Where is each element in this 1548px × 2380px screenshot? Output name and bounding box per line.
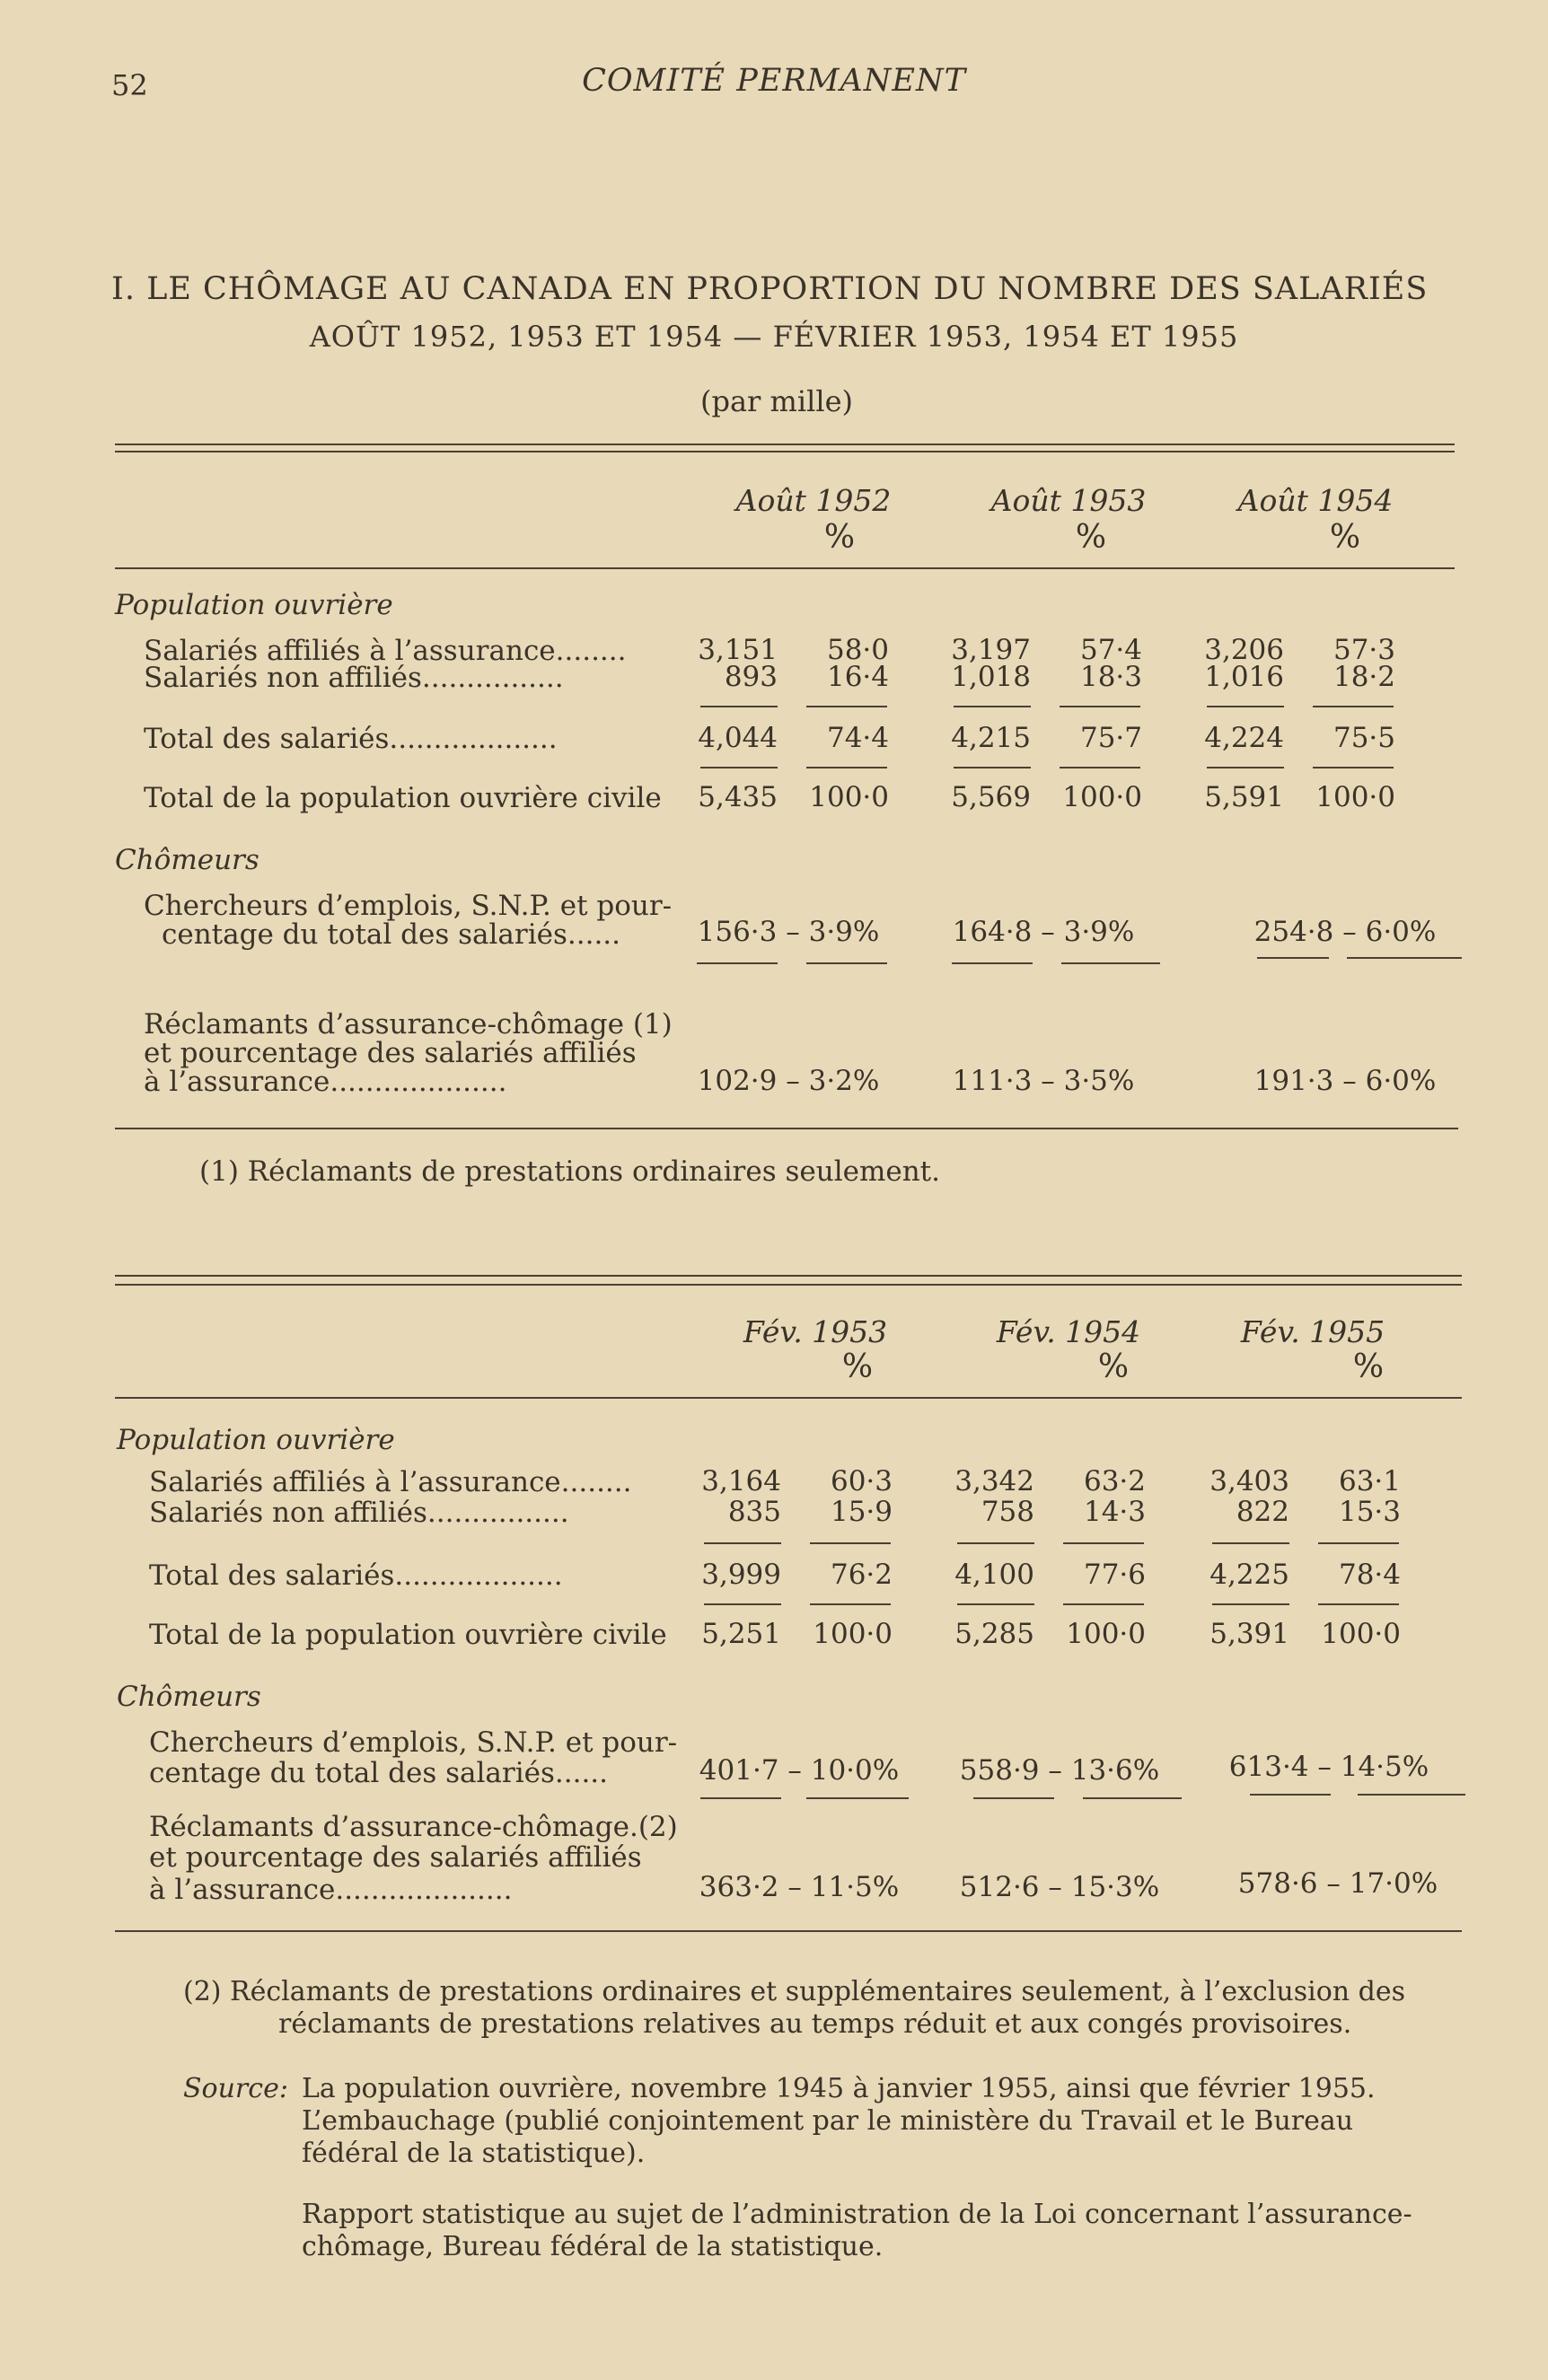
sum-rule: [806, 962, 887, 964]
sum-rule: [952, 962, 1033, 964]
cell-value: 16·4: [826, 661, 889, 693]
cell-value: 75·7: [1079, 722, 1142, 754]
sum-rule: [704, 1603, 781, 1605]
sum-rule: [1061, 962, 1160, 964]
cell-value: 3,164: [701, 1465, 781, 1497]
cell-value: 3,206: [1204, 634, 1284, 666]
source-item-cont: chômage, Bureau fédéral de la statistique.: [302, 2231, 884, 2262]
cell-value: 5,391: [1209, 1618, 1289, 1650]
sum-rule: [1212, 1542, 1289, 1544]
row-label: Total des salariés...................: [144, 723, 558, 755]
source-item: La population ouvrière, novembre 1945 à janvier 1955, ainsi que février 1955.: [302, 2073, 1376, 2104]
cell-value: 164·8 – 3·9%: [952, 916, 1135, 948]
cell-value: 57·3: [1333, 634, 1395, 666]
cell-value: 254·8 – 6·0%: [1253, 916, 1437, 948]
cell-value: 5,569: [951, 781, 1031, 813]
cell-value: 401·7 – 10·0%: [699, 1754, 900, 1787]
cell-value: 4,044: [698, 722, 778, 754]
sum-rule: [810, 1542, 891, 1544]
cell-value: 512·6 – 15·3%: [959, 1871, 1160, 1903]
sum-rule: [1318, 1542, 1399, 1544]
cell-value: 1,016: [1204, 661, 1284, 693]
table-title-line1: I. LE CHÔMAGE AU CANADA EN PROPORTION DU NOMBRE DES SALARIÉS: [111, 271, 1429, 307]
running-head: COMITÉ PERMANENT: [582, 63, 966, 99]
col-header: Août 1952: [735, 483, 892, 518]
cell-value: 111·3 – 3·5%: [952, 1065, 1135, 1097]
cell-value: 5,285: [954, 1618, 1034, 1650]
sum-rule: [1207, 767, 1284, 768]
cell-value: 893: [724, 661, 778, 693]
cell-value: 18·3: [1079, 661, 1142, 693]
sum-rule: [810, 1603, 891, 1605]
sum-rule: [1060, 706, 1140, 707]
cell-value: 758: [981, 1496, 1034, 1528]
cell-value: 15·9: [830, 1496, 893, 1528]
cell-value: 4,225: [1209, 1559, 1289, 1591]
cell-value: 100·0: [809, 781, 889, 813]
cell-value: 58·0: [826, 634, 889, 666]
cell-value: 156·3 – 3·9%: [697, 916, 880, 948]
rule-double-top: [115, 444, 1455, 445]
sum-rule: [700, 1797, 781, 1799]
cell-value: 3,151: [698, 634, 778, 666]
cell-value: 3,342: [954, 1465, 1034, 1497]
sum-rule: [957, 1603, 1034, 1605]
source-item-cont: fédéral de la statistique).: [302, 2138, 646, 2169]
source-label: Source:: [183, 2073, 288, 2104]
sum-rule: [806, 1797, 909, 1799]
pct-header: %: [1352, 1348, 1385, 1385]
sum-rule: [1083, 1797, 1182, 1799]
sum-rule: [700, 706, 778, 707]
cell-value: 15·3: [1338, 1496, 1401, 1528]
sum-rule: [697, 962, 778, 964]
sum-rule: [704, 1542, 781, 1544]
col-header: Fév. 1955: [1240, 1314, 1385, 1349]
cell-value: 63·1: [1338, 1465, 1401, 1497]
col-header: Août 1954: [1237, 483, 1394, 518]
cell-value: 77·6: [1083, 1559, 1146, 1591]
cell-value: 75·5: [1333, 722, 1395, 754]
rule-bottom: [115, 1128, 1458, 1129]
row-label: Réclamants d’assurance-chômage (1): [144, 1008, 673, 1041]
section-chomeurs: Chômeurs: [115, 844, 259, 876]
cell-value: 14·3: [1083, 1496, 1146, 1528]
rule-header: [115, 1397, 1462, 1399]
sum-rule: [1063, 1542, 1144, 1544]
sum-rule: [1250, 1794, 1331, 1796]
sum-rule: [700, 767, 778, 768]
pct-header: %: [1329, 519, 1361, 556]
cell-value: 100·0: [1062, 781, 1142, 813]
row-label: et pourcentage des salariés affiliés: [149, 1841, 642, 1874]
pct-header: %: [1097, 1348, 1130, 1385]
row-label: Salariés affiliés à l’assurance........: [144, 635, 627, 667]
cell-value: 5,435: [698, 781, 778, 813]
row-label: Réclamants d’assurance-chômage.(2): [149, 1811, 678, 1843]
source-item: Rapport statistique au sujet de l’administration de la Loi concernant l’assurance-: [302, 2199, 1412, 2230]
sum-rule: [957, 1542, 1034, 1544]
row-label: Total de la population ouvrière civile: [144, 782, 662, 814]
row-label: à l’assurance....................: [144, 1066, 507, 1098]
sum-rule: [954, 706, 1031, 707]
sum-rule: [973, 1797, 1054, 1799]
cell-value: 578·6 – 17·0%: [1237, 1867, 1438, 1900]
source-item: L’embauchage (publié conjointement par le ministère du Travail et le Bureau: [302, 2105, 1354, 2137]
row-label: Chercheurs d’emplois, S.N.P. et pour-: [149, 1726, 678, 1759]
row-label: centage du total des salariés......: [149, 1757, 609, 1789]
sum-rule: [806, 767, 887, 768]
sum-rule: [1212, 1603, 1289, 1605]
row-label: Chercheurs d’emplois, S.N.P. et pour-: [144, 890, 673, 922]
cell-value: 4,224: [1204, 722, 1284, 754]
cell-value: 3,197: [951, 634, 1031, 666]
col-header: Août 1953: [990, 483, 1147, 518]
cell-value: 822: [1236, 1496, 1289, 1528]
row-label: à l’assurance....................: [149, 1874, 513, 1906]
pct-header: %: [823, 519, 856, 556]
rule-header: [115, 567, 1455, 569]
sum-rule: [1257, 957, 1329, 959]
cell-value: 4,215: [951, 722, 1031, 754]
cell-value: 3,403: [1209, 1465, 1289, 1497]
rule-double-top: [115, 451, 1455, 452]
footnote-2: (2) Réclamants de prestations ordinaires et supplémentaires seulement, à l’exclusion des: [183, 1976, 1406, 2007]
cell-value: 18·2: [1333, 661, 1395, 693]
cell-value: 100·0: [1321, 1618, 1401, 1650]
row-label: centage du total des salariés......: [162, 918, 621, 951]
cell-value: 76·2: [830, 1559, 893, 1591]
rule-double-top: [115, 1284, 1462, 1286]
row-label: Salariés non affiliés................: [149, 1497, 569, 1529]
cell-value: 363·2 – 11·5%: [699, 1871, 900, 1903]
cell-value: 100·0: [1315, 781, 1395, 813]
cell-value: 102·9 – 3·2%: [697, 1065, 880, 1097]
cell-value: 100·0: [813, 1618, 893, 1650]
sum-rule: [1060, 767, 1140, 768]
section-population: Population ouvrière: [115, 589, 393, 621]
pct-header: %: [1075, 519, 1107, 556]
cell-value: 78·4: [1338, 1559, 1401, 1591]
cell-value: 835: [727, 1496, 781, 1528]
cell-value: 558·9 – 13·6%: [959, 1754, 1160, 1787]
footnote-1: (1) Réclamants de prestations ordinaires seulement.: [199, 1155, 940, 1188]
pct-header: %: [841, 1348, 874, 1385]
cell-value: 74·4: [826, 722, 889, 754]
col-header: Fév. 1953: [743, 1314, 888, 1349]
cell-value: 100·0: [1066, 1618, 1146, 1650]
cell-value: 60·3: [830, 1465, 893, 1497]
sum-rule: [1347, 957, 1462, 959]
sum-rule: [1207, 706, 1284, 707]
cell-value: 5,591: [1204, 781, 1284, 813]
cell-value: 4,100: [954, 1559, 1034, 1591]
section-population: Population ouvrière: [117, 1424, 395, 1456]
footnote-2-cont: réclamants de prestations relatives au temps réduit et aux congés provisoires.: [278, 2008, 1352, 2040]
sum-rule: [1313, 706, 1394, 707]
row-label: Total des salariés...................: [149, 1559, 563, 1592]
row-label: et pourcentage des salariés affiliés: [144, 1037, 637, 1069]
cell-value: 1,018: [951, 661, 1031, 693]
cell-value: 3,999: [701, 1559, 781, 1591]
section-chomeurs: Chômeurs: [117, 1681, 261, 1713]
sum-rule: [806, 706, 887, 707]
sum-rule: [1313, 767, 1394, 768]
sum-rule: [1358, 1794, 1465, 1796]
row-label: Total de la population ouvrière civile: [149, 1619, 667, 1651]
row-label: Salariés non affiliés................: [144, 662, 564, 694]
cell-value: 63·2: [1083, 1465, 1146, 1497]
sum-rule: [954, 767, 1031, 768]
rule-double-top: [115, 1275, 1462, 1277]
sum-rule: [1318, 1603, 1399, 1605]
cell-value: 613·4 – 14·5%: [1228, 1751, 1429, 1783]
col-header: Fév. 1954: [996, 1314, 1141, 1349]
table-title-line2: AOÛT 1952, 1953 ET 1954 — FÉVRIER 1953, 1954 ET 1955: [309, 320, 1239, 354]
cell-value: 57·4: [1079, 634, 1142, 666]
cell-value: 5,251: [701, 1618, 781, 1650]
cell-value: 191·3 – 6·0%: [1253, 1065, 1437, 1097]
page-number: 52: [111, 68, 148, 102]
table-subtitle: (par mille): [700, 384, 853, 418]
sum-rule: [1063, 1603, 1144, 1605]
row-label: Salariés affiliés à l’assurance........: [149, 1466, 632, 1498]
rule-bottom: [115, 1930, 1462, 1932]
